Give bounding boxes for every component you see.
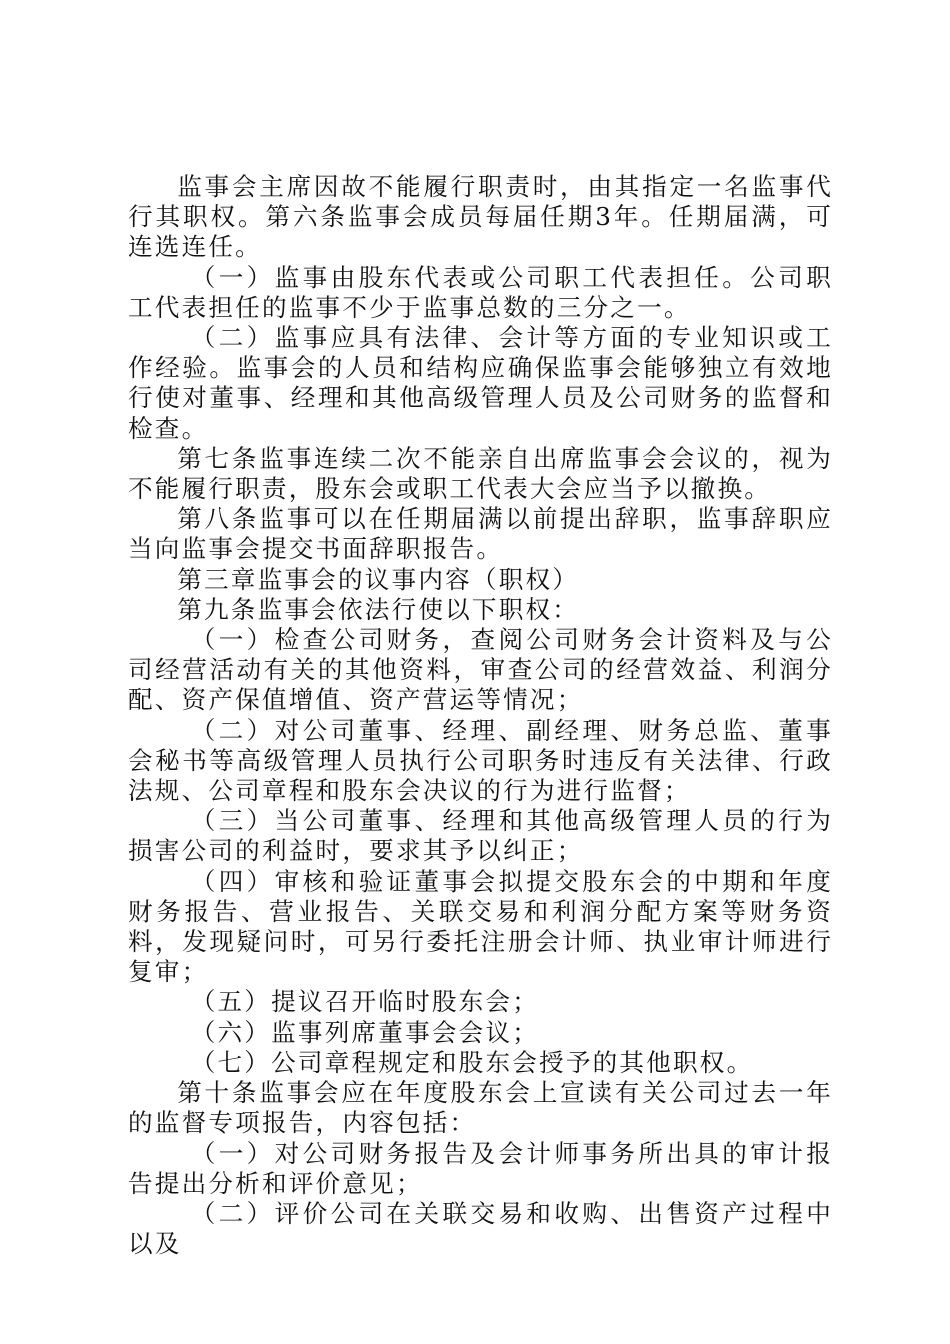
- paragraph-article9-item2: （二）对公司董事、经理、副经理、财务总监、董事会秘书等高级管理人员执行公司职务时违反有关法律、行政法规、公司章程和股东会决议的行为进行监督；: [128, 715, 833, 806]
- paragraph-article10: 第十条监事会应在年度股东会上宣读有关公司过去一年的监督专项报告，内容包括：: [128, 1078, 833, 1138]
- paragraph-article10-item1: （一）对公司财务报告及会计师事务所出具的审计报告提出分析和评价意见；: [128, 1138, 833, 1198]
- paragraph-article8: 第八条监事可以在任期届满以前提出辞职，监事辞职应当向监事会提交书面辞职报告。: [128, 504, 833, 564]
- paragraph-article6-item1: （一）监事由股东代表或公司职工代表担任。公司职工代表担任的监事不少于监事总数的三分之一。: [128, 262, 833, 322]
- paragraph-article9-item3: （三）当公司董事、经理和其他高级管理人员的行为损害公司的利益时，要求其予以纠正；: [128, 806, 833, 866]
- document-body: [128, 172, 833, 1259]
- paragraph-article9-item1: （一）检查公司财务，查阅公司财务会计资料及与公司经营活动有关的其他资料，审查公司的经营效益、利润分配、资产保值增值、资产营运等情况；: [128, 625, 833, 715]
- paragraph-article6-item2: （二）监事应具有法律、会计等方面的专业知识或工作经验。监事会的人员和结构应确保监事会能够独立有效地行使对董事、经理和其他高级管理人员及公司财务的监督和检查。: [128, 323, 833, 443]
- paragraph-article9-item4: （四）审核和验证董事会拟提交股东会的中期和年度财务报告、营业报告、关联交易和利润分配方案等财务资料，发现疑问时，可另行委托注册会计师、执业审计师进行复审；: [128, 866, 833, 987]
- paragraph-article7: 第七条监事连续二次不能亲自出席监事会会议的，视为不能履行职责，股东会或职工代表大会应当予以撤换。: [128, 443, 833, 504]
- paragraph-article9: 第九条监事会依法行使以下职权：: [177, 594, 580, 624]
- paragraph-article10-item2: （二）评价公司在关联交易和收购、出售资产过程中以及: [128, 1198, 833, 1259]
- chapter-3-heading: 第三章监事会的议事内容（职权）: [177, 564, 580, 594]
- paragraph-article9-item6: （六）监事列席董事会会议；: [190, 1017, 540, 1047]
- paragraph-article9-item5: （五）提议召开临时股东会；: [190, 987, 540, 1017]
- paragraph-article9-item7: （七）公司章程规定和股东会授予的其他职权。: [190, 1047, 754, 1077]
- paragraph-chairman-absence: 监事会主席因故不能履行职责时，由其指定一名监事代行其职权。第六条监事会成员每届任期3年。任期届满，可连选连任。: [128, 172, 833, 262]
